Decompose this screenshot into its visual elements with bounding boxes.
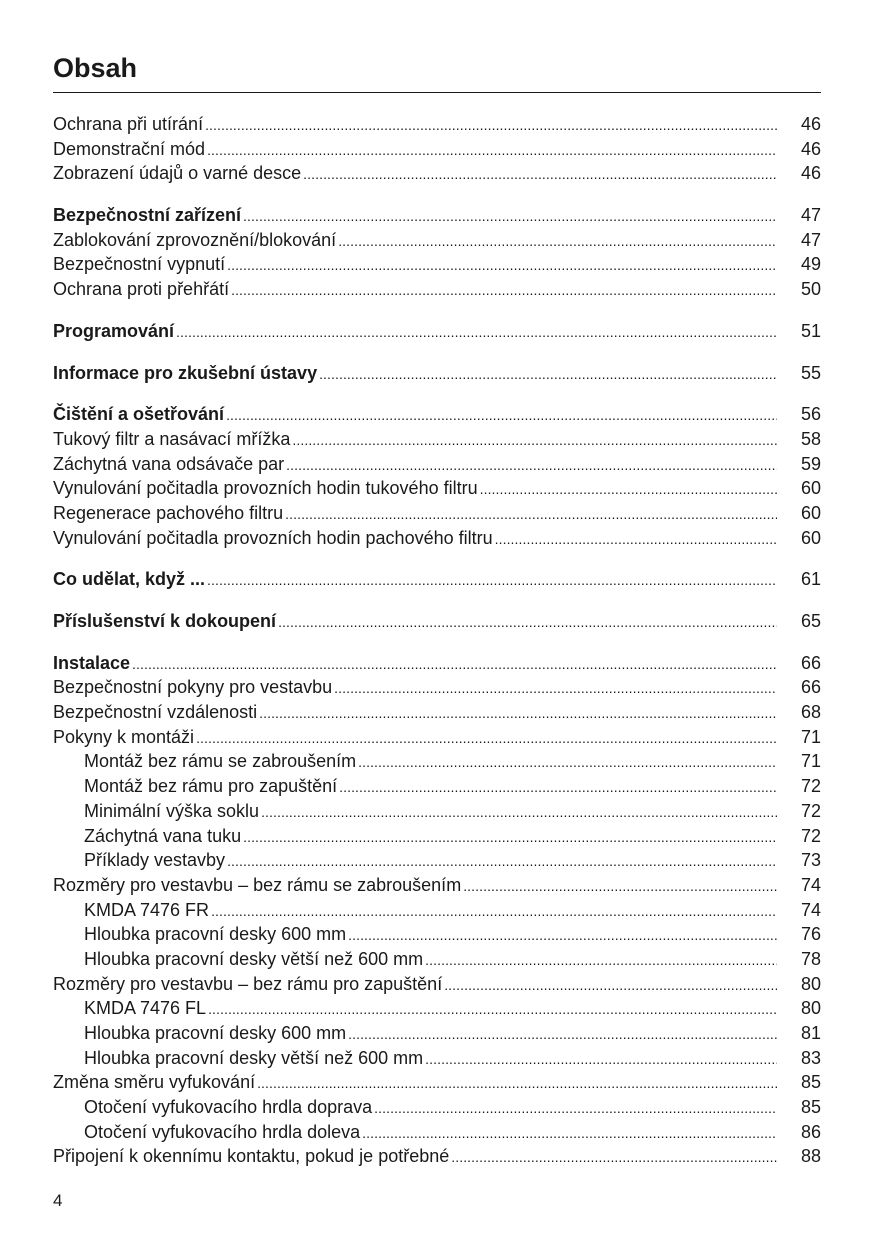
toc-entry-title: Hloubka pracovní desky větší než 600 mm	[84, 948, 424, 969]
toc-entry-page: 61	[800, 569, 821, 590]
toc-entry-title: Instalace	[53, 652, 131, 673]
toc-entry[interactable]	[53, 1144, 821, 1169]
toc-entry-title: Záchytná vana tuku	[84, 825, 242, 846]
toc-entry-title: Montáž bez rámu pro zapuštění	[84, 776, 338, 797]
page-number: 4	[53, 1191, 63, 1210]
toc-entry[interactable]	[53, 203, 821, 228]
toc-entry-title: Rozměry pro vestavbu – bez rámu se zabroušením	[53, 874, 462, 895]
toc-entry[interactable]	[53, 873, 821, 898]
toc-entry-title: Informace pro zkušební ústavy	[53, 362, 318, 383]
dot-leader	[231, 277, 777, 303]
toc-entry[interactable]	[53, 1021, 821, 1046]
dot-leader	[319, 361, 777, 387]
toc-entry-page: 73	[800, 850, 821, 871]
dot-leader	[243, 824, 777, 850]
toc-entry-title: Zablokování zprovoznění/blokování	[53, 229, 337, 250]
toc-entry-title: Rozměry pro vestavbu – bez rámu pro zapuštění	[53, 973, 443, 994]
toc-entry[interactable]	[53, 898, 821, 923]
dot-leader	[374, 1095, 777, 1121]
toc-entry-title: Záchytná vana odsávače par	[53, 453, 285, 474]
dot-leader	[339, 774, 777, 800]
toc-entry-page: 86	[800, 1121, 821, 1142]
toc-entry-page: 71	[800, 726, 821, 747]
dot-leader	[358, 749, 777, 775]
dot-leader	[226, 402, 777, 428]
dot-leader	[205, 112, 777, 138]
toc-entry-page: 59	[800, 453, 821, 474]
toc-entry-title: Otočení vyfukovacího hrdla doleva	[84, 1121, 361, 1142]
page-title: Obsah	[53, 53, 138, 83]
dot-leader	[286, 452, 777, 478]
dot-leader	[207, 567, 777, 593]
toc-entry-title: Bezpečnostní vzdálenosti	[53, 702, 258, 723]
dot-leader	[334, 675, 777, 701]
toc-entry-title: Vynulování počitadla provozních hodin pachového filtru	[53, 527, 493, 548]
dot-leader	[480, 476, 777, 502]
toc-entry-page: 60	[800, 527, 821, 548]
toc-entry-title: Programování	[53, 320, 175, 341]
toc-entry-title: Ochrana proti přehřátí	[53, 279, 230, 300]
toc-entry-page: 74	[800, 874, 821, 895]
toc-entry[interactable]	[53, 848, 821, 873]
toc-entry-page: 60	[800, 478, 821, 499]
toc-entry-title: Hloubka pracovní desky větší než 600 mm	[84, 1047, 424, 1068]
dot-leader	[132, 651, 777, 677]
toc-entry[interactable]	[53, 137, 821, 162]
toc-entry-title: Ochrana při utírání	[53, 114, 204, 134]
dot-leader	[207, 137, 777, 163]
toc-entry-page: 66	[800, 677, 821, 698]
toc-entry-title: Otočení vyfukovacího hrdla doprava	[84, 1097, 373, 1118]
toc-entry[interactable]	[53, 799, 821, 824]
toc-entry[interactable]	[53, 361, 821, 386]
toc-entry-title: KMDA 7476 FR	[84, 899, 210, 920]
toc-entry[interactable]	[53, 228, 821, 253]
toc-entry-page: 80	[800, 973, 821, 994]
toc-entry[interactable]	[53, 947, 821, 972]
dot-leader	[261, 799, 777, 825]
toc-entry-title: Hloubka pracovní desky 600 mm	[84, 1023, 347, 1043]
toc-entry-page: 85	[800, 1072, 821, 1093]
toc-entry[interactable]	[53, 1095, 821, 1120]
toc-entry-page: 88	[800, 1146, 821, 1167]
toc-entry-title: Co udělat, když ...	[53, 569, 206, 590]
toc-entry-title: Čištění a ošetřování	[53, 404, 225, 425]
toc-entry-page: 72	[800, 825, 821, 846]
toc-entry-title: Tukový filtr a nasávací mřížka	[53, 428, 291, 449]
toc-entry[interactable]	[53, 112, 821, 137]
toc-entry-page: 85	[800, 1097, 821, 1118]
dot-leader	[227, 848, 777, 874]
toc-entry[interactable]	[53, 774, 821, 799]
toc-entry-title: Bezpečnostní vypnutí	[53, 254, 226, 275]
toc-entry[interactable]	[53, 700, 821, 725]
dot-leader	[348, 1021, 777, 1047]
toc-entry[interactable]	[53, 972, 821, 997]
toc-entry-title: Změna směru vyfukování	[53, 1072, 256, 1093]
dot-leader	[292, 427, 777, 453]
toc-entry-page: 51	[800, 320, 821, 341]
toc-entry[interactable]	[53, 402, 821, 427]
dot-leader	[285, 501, 777, 527]
toc-entry-page: 71	[800, 751, 821, 772]
toc-entry[interactable]	[53, 567, 821, 592]
dot-leader	[196, 725, 777, 751]
toc-entry-page: 80	[800, 998, 821, 1019]
toc-entry-title: Demonstrační mód	[53, 138, 206, 159]
dot-leader	[495, 526, 777, 552]
toc-entry-page: 46	[800, 163, 821, 184]
toc-entry[interactable]	[53, 749, 821, 774]
dot-leader	[259, 700, 777, 726]
toc-entry-page: 58	[800, 428, 821, 449]
dot-leader	[208, 996, 777, 1022]
toc-entry-page: 74	[800, 899, 821, 920]
toc-entry-page: 56	[800, 404, 821, 425]
toc-entry[interactable]	[53, 651, 821, 676]
toc-entry[interactable]	[53, 1046, 821, 1071]
dot-leader	[303, 161, 777, 187]
toc-entry-title: Zobrazení údajů o varné desce	[53, 163, 302, 184]
toc-entry-page: 50	[800, 279, 821, 300]
toc-entry[interactable]	[53, 996, 821, 1021]
toc-entry[interactable]	[53, 427, 821, 452]
toc-entry-page: 65	[800, 611, 821, 631]
dot-leader	[243, 203, 777, 229]
dot-leader	[348, 922, 777, 948]
toc-entry-page: 78	[800, 948, 821, 969]
toc-entry[interactable]	[53, 725, 821, 750]
toc-entry-title: Regenerace pachového filtru	[53, 502, 284, 523]
dot-leader	[211, 898, 777, 924]
toc-entry-title: Bezpečnostní pokyny pro vestavbu	[53, 677, 333, 698]
toc-entry[interactable]	[53, 277, 821, 302]
toc-entry-title: Pokyny k montáži	[53, 726, 195, 747]
toc-entry-page: 47	[800, 229, 821, 250]
toc-entry[interactable]	[53, 1070, 821, 1095]
toc-entry-page: 49	[800, 254, 821, 275]
dot-leader	[227, 252, 777, 278]
dot-leader	[425, 1046, 777, 1072]
dot-leader	[463, 873, 777, 899]
toc-entry-title: Příklady vestavby	[84, 850, 226, 871]
dot-leader	[451, 1144, 777, 1170]
toc-entry-title: Minimální výška soklu	[84, 800, 260, 821]
toc-entry[interactable]	[53, 1120, 821, 1145]
dot-leader	[362, 1120, 777, 1146]
toc-entry[interactable]	[53, 476, 821, 501]
title-divider	[53, 92, 821, 93]
toc-entry-page: 83	[800, 1047, 821, 1068]
toc-entry[interactable]	[53, 526, 821, 551]
dot-leader	[425, 947, 777, 973]
toc-entry-page: 47	[800, 205, 821, 226]
toc-entry[interactable]	[53, 609, 821, 634]
toc-entry-page: 55	[800, 362, 821, 383]
toc-entry-page: 60	[800, 502, 821, 523]
dot-leader	[176, 319, 777, 345]
toc-entry-page: 72	[800, 776, 821, 797]
toc-entry-page: 76	[800, 924, 821, 945]
toc-entry[interactable]	[53, 161, 821, 186]
toc-entry-page: 66	[800, 652, 821, 673]
dot-leader	[257, 1070, 777, 1096]
table-of-contents	[53, 112, 821, 1169]
toc-entry-title: Příslušenství k dokoupení	[53, 611, 277, 631]
toc-entry-page: 46	[800, 114, 821, 134]
dot-leader	[444, 972, 777, 998]
toc-entry-title: Bezpečnostní zařízení	[53, 205, 242, 226]
toc-entry[interactable]	[53, 675, 821, 700]
toc-entry-title: Vynulování počitadla provozních hodin tukového filtru	[53, 478, 478, 499]
toc-entry-title: Hloubka pracovní desky 600 mm	[84, 924, 347, 945]
toc-entry[interactable]	[53, 501, 821, 526]
toc-entry[interactable]	[53, 824, 821, 849]
dot-leader	[278, 609, 777, 635]
toc-entry-page: 68	[800, 702, 821, 723]
toc-entry-title: Montáž bez rámu se zabroušením	[84, 751, 357, 772]
toc-entry-title: KMDA 7476 FL	[84, 998, 207, 1019]
toc-entry-page: 46	[800, 138, 821, 159]
toc-entry[interactable]	[53, 922, 821, 947]
toc-entry[interactable]	[53, 252, 821, 277]
toc-entry-page: 81	[800, 1023, 821, 1043]
toc-entry[interactable]	[53, 452, 821, 477]
toc-entry-title: Připojení k okennímu kontaktu, pokud je potřebné	[53, 1146, 450, 1167]
toc-entry-page: 72	[800, 800, 821, 821]
dot-leader	[338, 228, 777, 254]
toc-entry[interactable]	[53, 319, 821, 344]
